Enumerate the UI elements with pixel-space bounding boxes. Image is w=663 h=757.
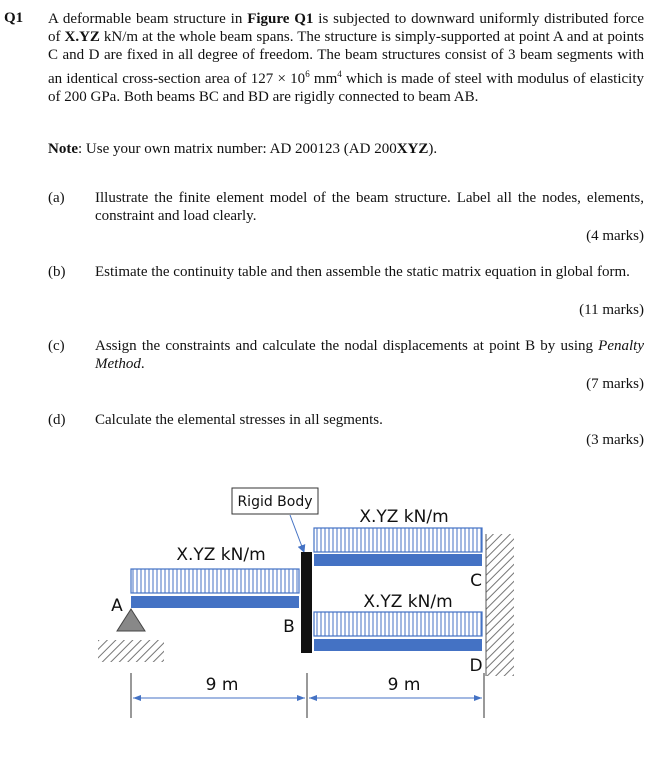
dim-arrow	[297, 695, 305, 701]
point-d-label: D	[469, 656, 483, 676]
dim-arrow	[474, 695, 482, 701]
distributed-load-ab	[131, 569, 299, 593]
question-body: A deformable beam structure in Figure Q1 is subjected to downward uniformly distributed force of X.YZ kN/m at the whole beam spans. The structure is simply-supported at point A and at points C and D are fixed in all degree of freedom. The beam structures consist of 3 beam segments with an identical cross-section area of $127 \times 10^6$ $mm^4$ which is made of steel with modulus of elasticity of 200 GPa. Both beams BC and BD are rigidly connected to beam AB.	[48, 11, 644, 105]
distributed-load-bd	[314, 612, 482, 636]
part-label: (d)	[48, 412, 66, 428]
load-label-lower: X.YZ kN/m	[363, 592, 453, 612]
point-b-label: B	[283, 617, 295, 637]
beam-bc	[314, 554, 482, 566]
dim-arrow	[133, 695, 141, 701]
point-a-label: A	[111, 596, 123, 616]
part-text: Illustrate the finite element model of the beam structure. Label all the nodes, elements, constraint and load clearly.	[95, 190, 644, 225]
beam-ab	[131, 596, 299, 608]
rigid-body	[301, 552, 312, 653]
part-text: Calculate the elemental stresses in all segments.	[95, 412, 383, 428]
question-number: Q1	[4, 10, 24, 26]
part-text: Estimate the continuity table and then assemble the static matrix equation in global form.	[95, 264, 630, 280]
part-label: (b)	[48, 264, 66, 280]
part-label: (c)	[48, 338, 65, 354]
note-label: Note	[48, 141, 78, 157]
part-marks: (7 marks)	[586, 376, 644, 392]
beam-bd	[314, 639, 482, 651]
rigid-body-label: Rigid Body	[237, 494, 313, 510]
part-marks: (4 marks)	[586, 228, 644, 244]
load-label-top: X.YZ kN/m	[359, 507, 449, 527]
part-label: (a)	[48, 190, 65, 206]
rigid-body-leader	[290, 515, 304, 552]
part-marks: (11 marks)	[579, 302, 644, 318]
part-text-main: Assign the constraints and calculate the nodal displacements at point B by using Penalty Method.	[95, 338, 644, 373]
part-marks: (3 marks)	[586, 432, 644, 448]
note-text: : Use your own matrix number: AD 200123 (AD 200XYZ).	[78, 141, 438, 157]
distributed-load-bc	[314, 528, 482, 552]
fixed-wall	[486, 534, 514, 676]
dim-arrow	[309, 695, 317, 701]
dim-label-right: 9 m	[387, 675, 421, 695]
ground-hatch-a	[98, 640, 164, 662]
dim-label-left: 9 m	[205, 675, 239, 695]
load-label-left: X.YZ kN/m	[176, 545, 266, 565]
point-c-label: C	[470, 571, 482, 591]
